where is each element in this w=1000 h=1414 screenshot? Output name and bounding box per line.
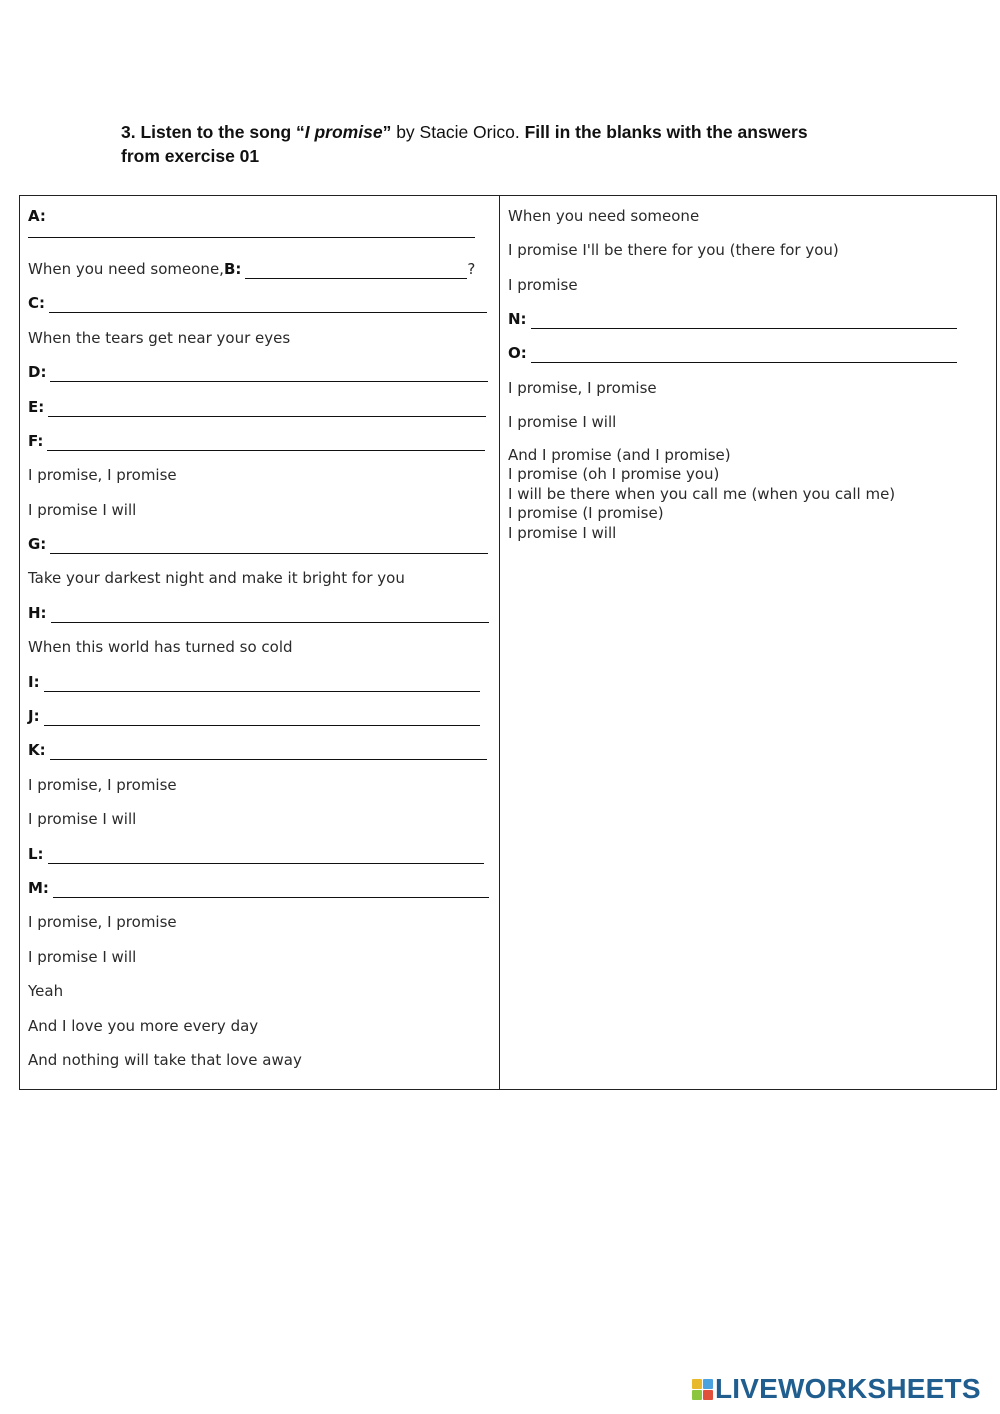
logo-text: LIVEWORKSHEETS <box>715 1373 981 1404</box>
verse-block <box>508 446 895 543</box>
line-d <box>28 362 488 382</box>
label-g: G: <box>28 535 47 553</box>
blank-j[interactable] <box>44 710 480 726</box>
blank-b[interactable] <box>245 263 467 279</box>
song-title: I promise <box>304 122 383 142</box>
line-there: I promise I'll be there for you (there for you) <box>508 241 839 259</box>
verse-line: I promise (oh I promise you) <box>508 465 720 484</box>
line-c <box>28 293 487 313</box>
line-yeah: Yeah <box>28 982 64 1000</box>
label-h: H: <box>28 604 47 622</box>
verse-line: And I promise (and I promise) <box>508 446 731 464</box>
blank-a[interactable] <box>28 222 475 238</box>
verse-line: I promise I will <box>508 523 617 542</box>
line-a-blank <box>28 222 475 238</box>
label-o: O: <box>508 344 527 362</box>
label-n: N: <box>508 310 527 328</box>
line-l <box>28 844 484 864</box>
line-o <box>508 343 957 363</box>
line-j <box>28 706 480 726</box>
blank-h[interactable] <box>51 607 489 623</box>
line-will-1: I promise I will <box>28 501 137 519</box>
blank-o[interactable] <box>531 347 957 363</box>
line-will-3: I promise I will <box>28 948 137 966</box>
label-l: L: <box>28 845 44 863</box>
line-m <box>28 878 489 898</box>
line-n <box>508 309 957 329</box>
verse-line: I promise (I promise) <box>508 504 664 523</box>
line-will-4: I promise I will <box>508 413 617 431</box>
line-tears: When the tears get near your eyes <box>28 329 291 347</box>
line-promise-1: I promise, I promise <box>28 466 177 484</box>
lyrics-table <box>19 195 997 1090</box>
blank-d[interactable] <box>50 366 488 382</box>
label-f: F: <box>28 432 44 450</box>
label-c: C: <box>28 294 46 312</box>
line-g <box>28 534 488 554</box>
logo-square <box>692 1390 702 1400</box>
line-promise: I promise <box>508 276 578 294</box>
logo-icon <box>692 1379 713 1400</box>
label-a: A: <box>28 207 46 225</box>
line-f <box>28 431 485 451</box>
line-will-2: I promise I will <box>28 810 137 828</box>
blank-i[interactable] <box>44 676 480 692</box>
line-promise-4: I promise, I promise <box>508 379 657 397</box>
blank-c[interactable] <box>49 297 487 313</box>
line-k <box>28 740 487 760</box>
label-b: B: <box>223 260 242 278</box>
line-love: And I love you more every day <box>28 1017 259 1035</box>
line-promise-3: I promise, I promise <box>28 913 177 931</box>
line-promise-2: I promise, I promise <box>28 776 177 794</box>
label-m: M: <box>28 879 49 897</box>
line-e <box>28 397 486 417</box>
logo-square <box>703 1379 713 1389</box>
line-darkest: Take your darkest night and make it bright for you <box>28 569 405 587</box>
line-h <box>28 603 489 623</box>
column-divider <box>499 196 500 1089</box>
line-b: When you need someone, B: ? <box>28 260 476 278</box>
liveworksheets-logo <box>692 1373 981 1405</box>
blank-m[interactable] <box>53 882 489 898</box>
blank-k[interactable] <box>50 744 487 760</box>
line-world: When this world has turned so cold <box>28 638 293 656</box>
blank-n[interactable] <box>531 313 957 329</box>
blank-l[interactable] <box>48 848 484 864</box>
line-need: When you need someone <box>508 207 700 225</box>
logo-square <box>692 1379 702 1389</box>
verse-line: I will be there when you call me (when you call me) <box>508 484 896 503</box>
line-nothing: And nothing will take that love away <box>28 1051 302 1069</box>
instruction-line-2: from exercise 01 <box>121 146 260 166</box>
instructions <box>121 120 881 168</box>
artist: by Stacie Orico. <box>396 122 525 142</box>
label-e: E: <box>28 398 45 416</box>
instruction-line-1: 3. Listen to the song “I promise” by Stacie Orico. Fill in the blanks with the answers <box>121 122 808 142</box>
label-j: J: <box>28 707 40 725</box>
blank-e[interactable] <box>48 401 486 417</box>
label-k: K: <box>28 741 46 759</box>
line-i <box>28 672 480 692</box>
blank-f[interactable] <box>47 435 485 451</box>
logo-square <box>703 1390 713 1400</box>
blank-g[interactable] <box>50 538 488 554</box>
label-d: D: <box>28 363 47 381</box>
label-i: I: <box>28 673 40 691</box>
